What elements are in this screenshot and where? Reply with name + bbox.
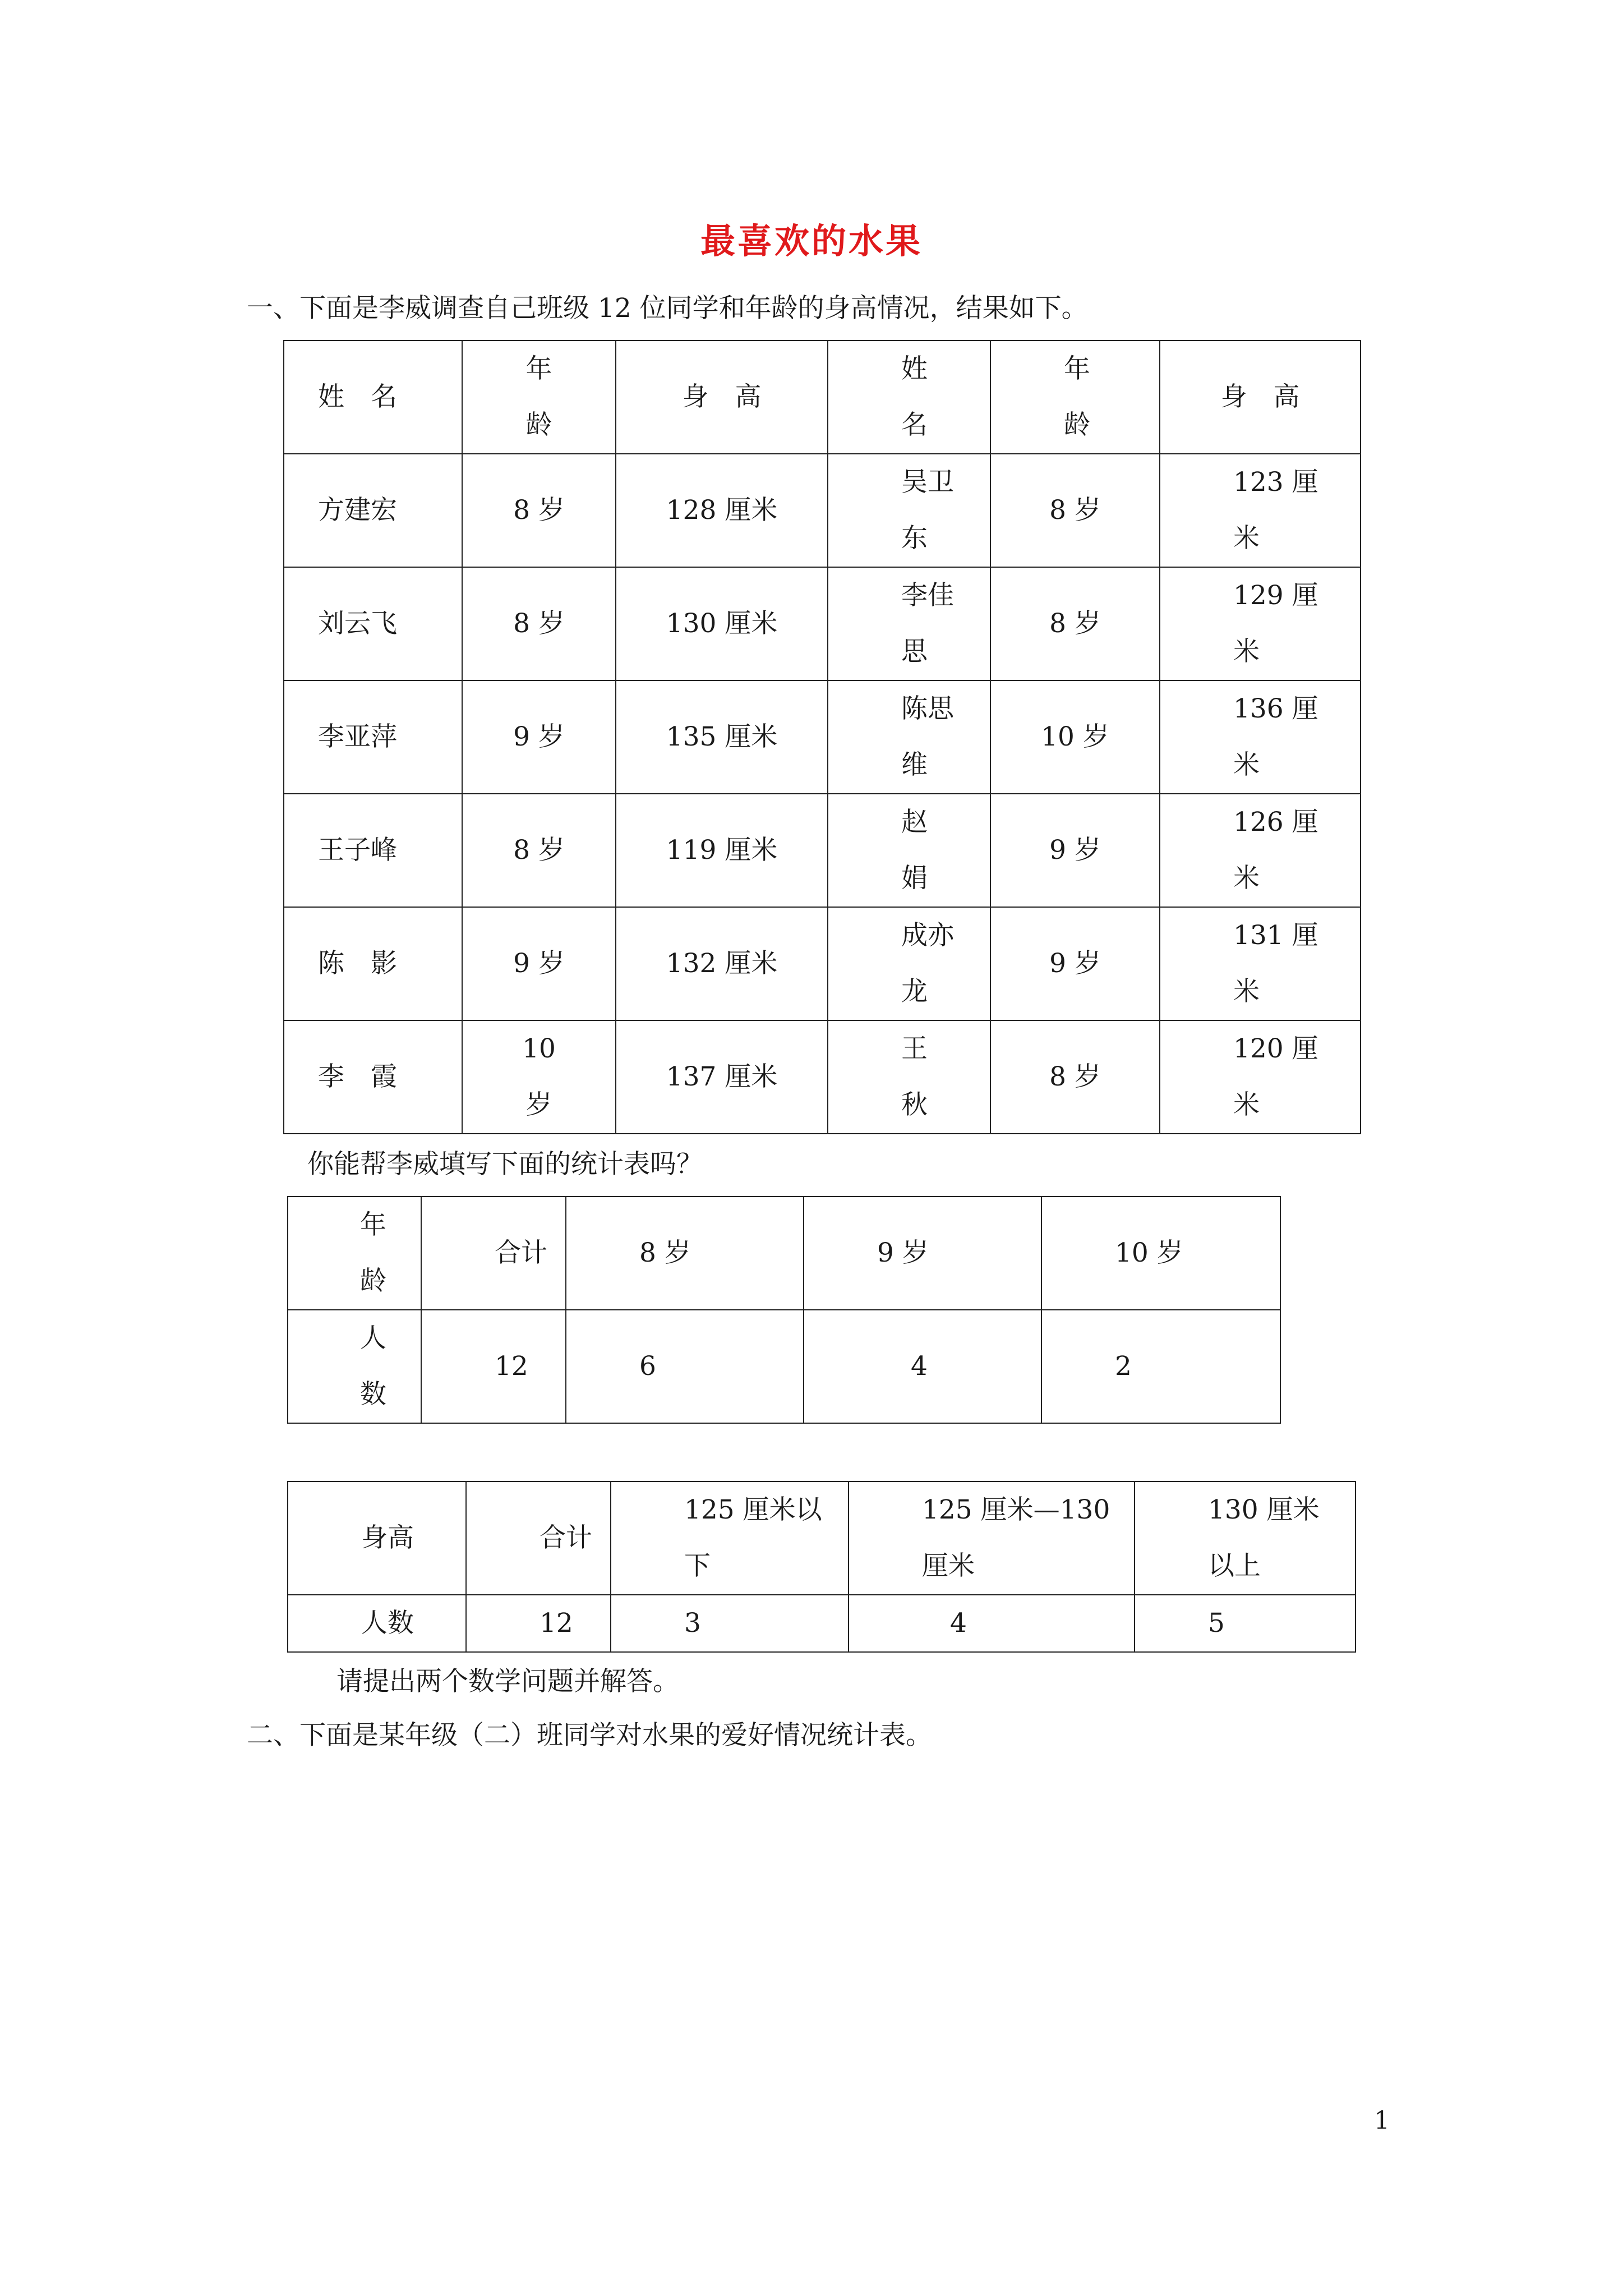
- height-statistics-table: [287, 1481, 1356, 1653]
- name-cell: 方建宏: [284, 454, 462, 567]
- height-cell: 137 厘米: [616, 1020, 828, 1134]
- header-cell: 合计: [421, 1197, 566, 1310]
- table-row: [288, 1310, 1280, 1423]
- table-row: [284, 680, 1361, 794]
- age-cell: 8 岁: [462, 567, 616, 680]
- name-cell: 王 秋: [828, 1020, 990, 1134]
- count-cell: 4: [804, 1310, 1041, 1423]
- header-cell: 130 厘米 以上: [1135, 1481, 1355, 1595]
- page-title: 最喜欢的水果: [700, 220, 923, 261]
- height-cell: 131 厘 米: [1160, 907, 1361, 1020]
- header-cell: 身高: [288, 1481, 466, 1595]
- name-cell: 赵 娟: [828, 794, 990, 907]
- name-cell: 陈 影: [284, 907, 462, 1020]
- name-cell: 李亚萍: [284, 680, 462, 794]
- age-cell: 10 岁: [462, 1020, 616, 1134]
- header-cell: 8 岁: [566, 1197, 804, 1310]
- height-cell: 123 厘 米: [1160, 454, 1361, 567]
- header-cell: 年 龄: [288, 1197, 421, 1310]
- count-cell: 3: [611, 1595, 849, 1652]
- height-cell: 135 厘米: [616, 680, 828, 794]
- table-header-row: [288, 1481, 1355, 1595]
- height-cell: 130 厘米: [616, 567, 828, 680]
- age-cell: 8 岁: [990, 1020, 1160, 1134]
- name-cell: 吴卫 东: [828, 454, 990, 567]
- table-row: [284, 1020, 1361, 1134]
- row-label-cell: 人 数: [288, 1310, 421, 1423]
- age-cell: 10 岁: [990, 680, 1160, 794]
- age-cell: 9 岁: [990, 907, 1160, 1020]
- count-cell: 12: [421, 1310, 566, 1423]
- count-cell: 12: [466, 1595, 611, 1652]
- header-cell: 合计: [466, 1481, 611, 1595]
- table-row: [284, 454, 1361, 567]
- table-row: [284, 907, 1361, 1020]
- header-cell: 125 厘米—130 厘米: [849, 1481, 1135, 1595]
- fill-table-prompt: 你能帮李威填写下面的统计表吗？: [307, 1149, 703, 1180]
- height-cell: 128 厘米: [616, 454, 828, 567]
- name-cell: 李 霞: [284, 1020, 462, 1134]
- header-cell: 9 岁: [804, 1197, 1041, 1310]
- header-cell: 125 厘米以 下: [611, 1481, 849, 1595]
- age-cell: 9 岁: [462, 680, 616, 794]
- age-statistics-table: [287, 1196, 1281, 1424]
- header-cell: 年 龄: [990, 341, 1160, 454]
- header-cell: 身 高: [1160, 341, 1361, 454]
- height-cell: 136 厘 米: [1160, 680, 1361, 794]
- age-cell: 8 岁: [990, 567, 1160, 680]
- header-cell: 年 龄: [462, 341, 616, 454]
- header-cell: 10 岁: [1041, 1197, 1280, 1310]
- question-2-intro: 二、下面是某年级（二）班同学对水果的爱好情况统计表。: [247, 1720, 932, 1751]
- header-cell: 姓 名: [828, 341, 990, 454]
- age-cell: 8 岁: [462, 794, 616, 907]
- table-row: [284, 794, 1361, 907]
- count-cell: 6: [566, 1310, 804, 1423]
- age-cell: 9 岁: [990, 794, 1160, 907]
- height-cell: 126 厘 米: [1160, 794, 1361, 907]
- ask-questions-prompt: 请提出两个数学问题并解答。: [336, 1666, 679, 1697]
- count-cell: 5: [1135, 1595, 1355, 1652]
- height-cell: 132 厘米: [616, 907, 828, 1020]
- header-cell: 身 高: [616, 341, 828, 454]
- table-row: [288, 1595, 1355, 1652]
- table-row: [284, 567, 1361, 680]
- age-cell: 8 岁: [990, 454, 1160, 567]
- page-number: 1: [1374, 2106, 1390, 2135]
- question-1-intro: 一、下面是李威调查自己班级 12 位同学和年龄的身高情况，结果如下。: [247, 293, 1088, 324]
- name-cell: 陈思 维: [828, 680, 990, 794]
- count-cell: 4: [849, 1595, 1135, 1652]
- header-cell: 姓 名: [284, 341, 462, 454]
- count-cell: 2: [1041, 1310, 1280, 1423]
- table-header-row: [288, 1197, 1280, 1310]
- height-cell: 120 厘 米: [1160, 1020, 1361, 1134]
- name-cell: 王子峰: [284, 794, 462, 907]
- name-cell: 成亦 龙: [828, 907, 990, 1020]
- height-cell: 119 厘米: [616, 794, 828, 907]
- name-cell: 李佳 思: [828, 567, 990, 680]
- age-cell: 8 岁: [462, 454, 616, 567]
- age-cell: 9 岁: [462, 907, 616, 1020]
- name-cell: 刘云飞: [284, 567, 462, 680]
- height-cell: 129 厘 米: [1160, 567, 1361, 680]
- table-header-row: [284, 341, 1361, 454]
- row-label-cell: 人数: [288, 1595, 466, 1652]
- student-info-table: [283, 340, 1361, 1134]
